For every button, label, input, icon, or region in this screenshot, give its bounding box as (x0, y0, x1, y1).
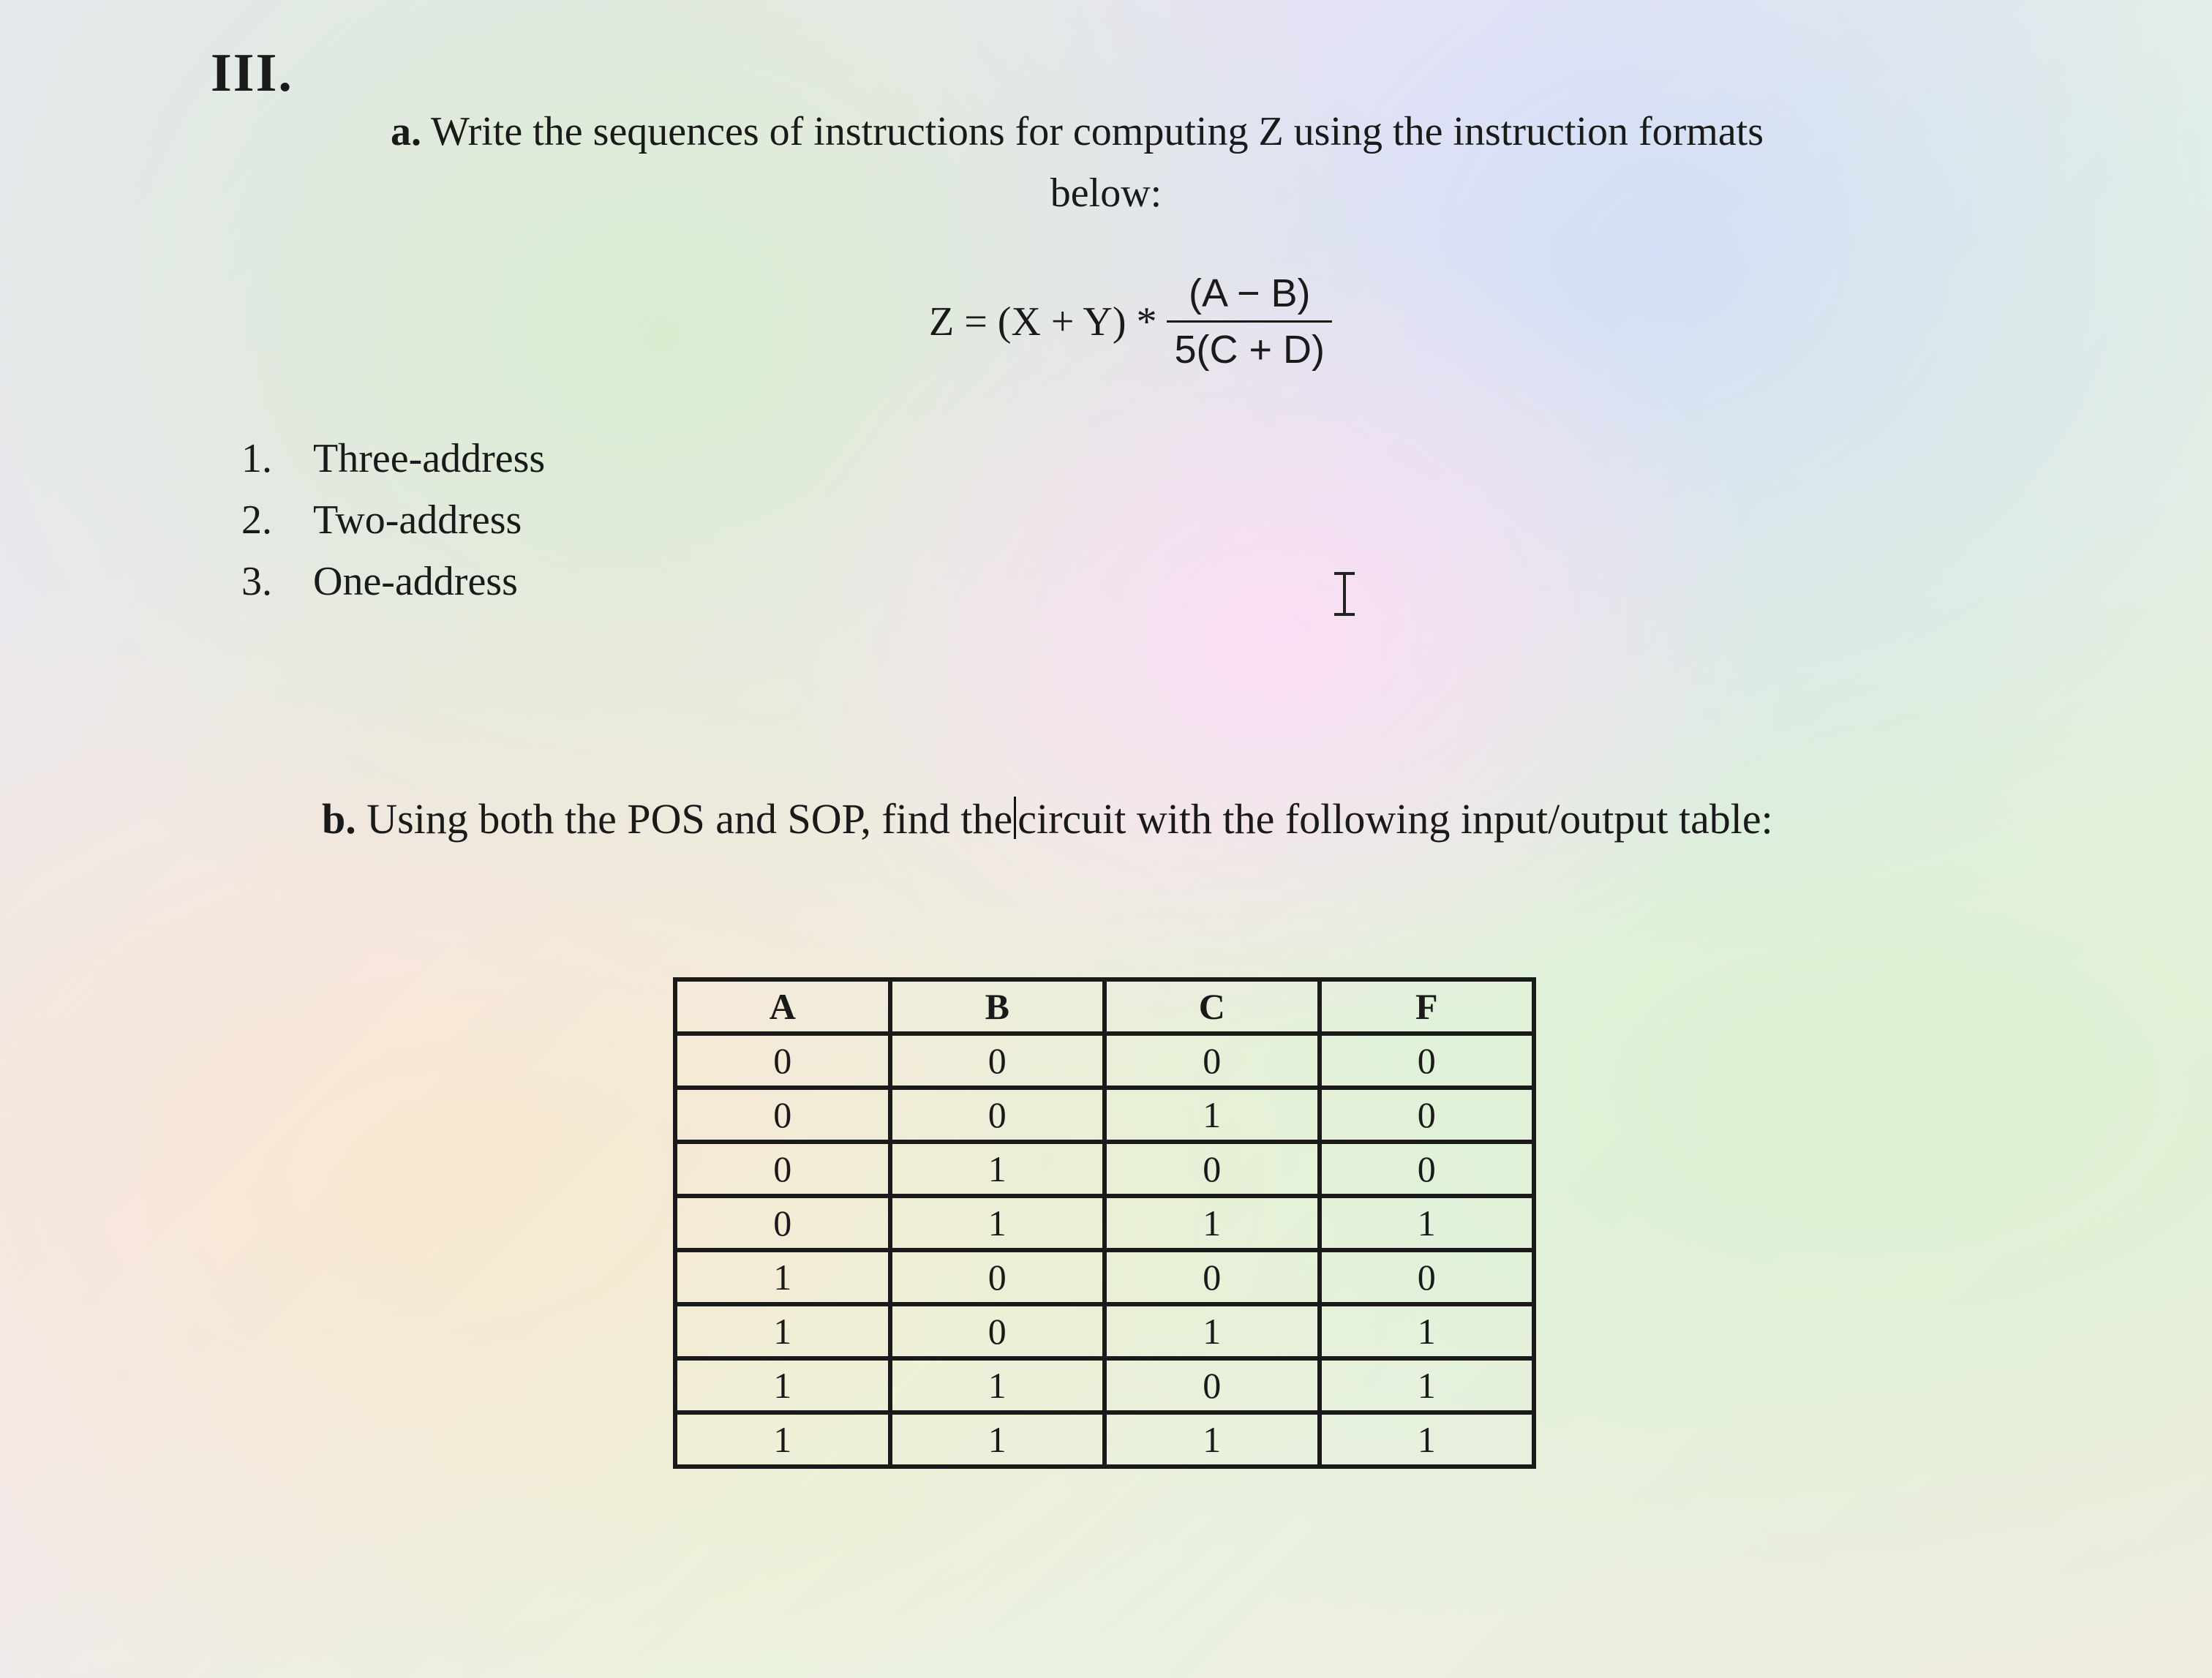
table-row (675, 1304, 1534, 1358)
table-row (675, 1250, 1534, 1304)
instruction-format-list (241, 428, 545, 612)
equation-lhs: Z = (X + Y) * (929, 298, 1157, 345)
list-item-label: One-address (313, 559, 518, 604)
table-cell: 0 (1105, 1034, 1320, 1088)
table-cell: 0 (675, 1088, 890, 1142)
table-cell: 1 (890, 1412, 1105, 1467)
table-row (675, 1088, 1534, 1142)
fraction-denominator: 5(C + D) (1174, 328, 1325, 372)
equation-fraction (1167, 271, 1332, 372)
list-item-number: 2. (241, 497, 272, 543)
list-item-number: 3. (241, 559, 272, 604)
table-cell: 0 (890, 1034, 1105, 1088)
text-caret (1014, 797, 1016, 839)
table-cell: 0 (890, 1250, 1105, 1304)
table-cell: 1 (1320, 1412, 1535, 1467)
table-cell: 0 (1105, 1358, 1320, 1412)
table-row (675, 1142, 1534, 1196)
table-cell: 1 (890, 1142, 1105, 1196)
part-a-text-line2: below: (1050, 170, 1162, 216)
table-cell: 0 (675, 1034, 890, 1088)
column-header-f: F (1320, 979, 1535, 1034)
table-cell: 1 (675, 1412, 890, 1467)
table-cell: 0 (1105, 1142, 1320, 1196)
table-cell: 1 (1320, 1358, 1535, 1412)
table-cell: 1 (1105, 1196, 1320, 1250)
list-item (241, 489, 545, 551)
table-cell: 0 (890, 1088, 1105, 1142)
part-b-label: b. (322, 795, 356, 843)
table-cell: 0 (890, 1304, 1105, 1358)
part-b-prompt[interactable] (322, 794, 1773, 843)
table-cell: 0 (675, 1142, 890, 1196)
table-cell: 1 (1105, 1304, 1320, 1358)
truth-table (673, 977, 1536, 1469)
list-item-label: Three-address (313, 436, 546, 481)
list-item (241, 428, 545, 489)
part-b-text-after-caret: circuit with the following input/output table: (1017, 795, 1773, 843)
table-header-row (675, 979, 1534, 1034)
list-item-number: 1. (241, 436, 272, 481)
table-row (675, 1034, 1534, 1088)
table-cell: 0 (1105, 1250, 1320, 1304)
table-row (675, 1196, 1534, 1250)
table-row (675, 1412, 1534, 1467)
part-a-prompt (391, 108, 1764, 155)
table-cell: 0 (1320, 1034, 1535, 1088)
table-cell: 0 (675, 1196, 890, 1250)
part-a-text-line1: Write the sequences of instructions for computing Z using the instruction formats (431, 109, 1764, 154)
table-cell: 1 (675, 1358, 890, 1412)
list-item (241, 551, 545, 612)
table-cell: 1 (1320, 1304, 1535, 1358)
table-cell: 0 (1320, 1142, 1535, 1196)
table-cell: 1 (1105, 1088, 1320, 1142)
table-cell: 1 (675, 1250, 890, 1304)
column-header-b: B (890, 979, 1105, 1034)
table-cell: 1 (675, 1304, 890, 1358)
i-beam-cursor-icon (1331, 572, 1358, 616)
column-header-a: A (675, 979, 890, 1034)
list-item-label: Two-address (313, 497, 522, 543)
equation (929, 271, 1332, 372)
table-cell: 1 (1320, 1196, 1535, 1250)
table-cell: 1 (890, 1358, 1105, 1412)
part-b-text-before-caret: Using both the POS and SOP, find the (366, 795, 1013, 843)
fraction-numerator: (A − B) (1188, 271, 1311, 315)
section-numeral: III. (211, 43, 293, 103)
table-row (675, 1358, 1534, 1412)
table-cell: 1 (1105, 1412, 1320, 1467)
table-cell: 0 (1320, 1088, 1535, 1142)
table-cell: 1 (890, 1196, 1105, 1250)
column-header-c: C (1105, 979, 1320, 1034)
part-a-label: a. (391, 109, 421, 154)
table-cell: 0 (1320, 1250, 1535, 1304)
